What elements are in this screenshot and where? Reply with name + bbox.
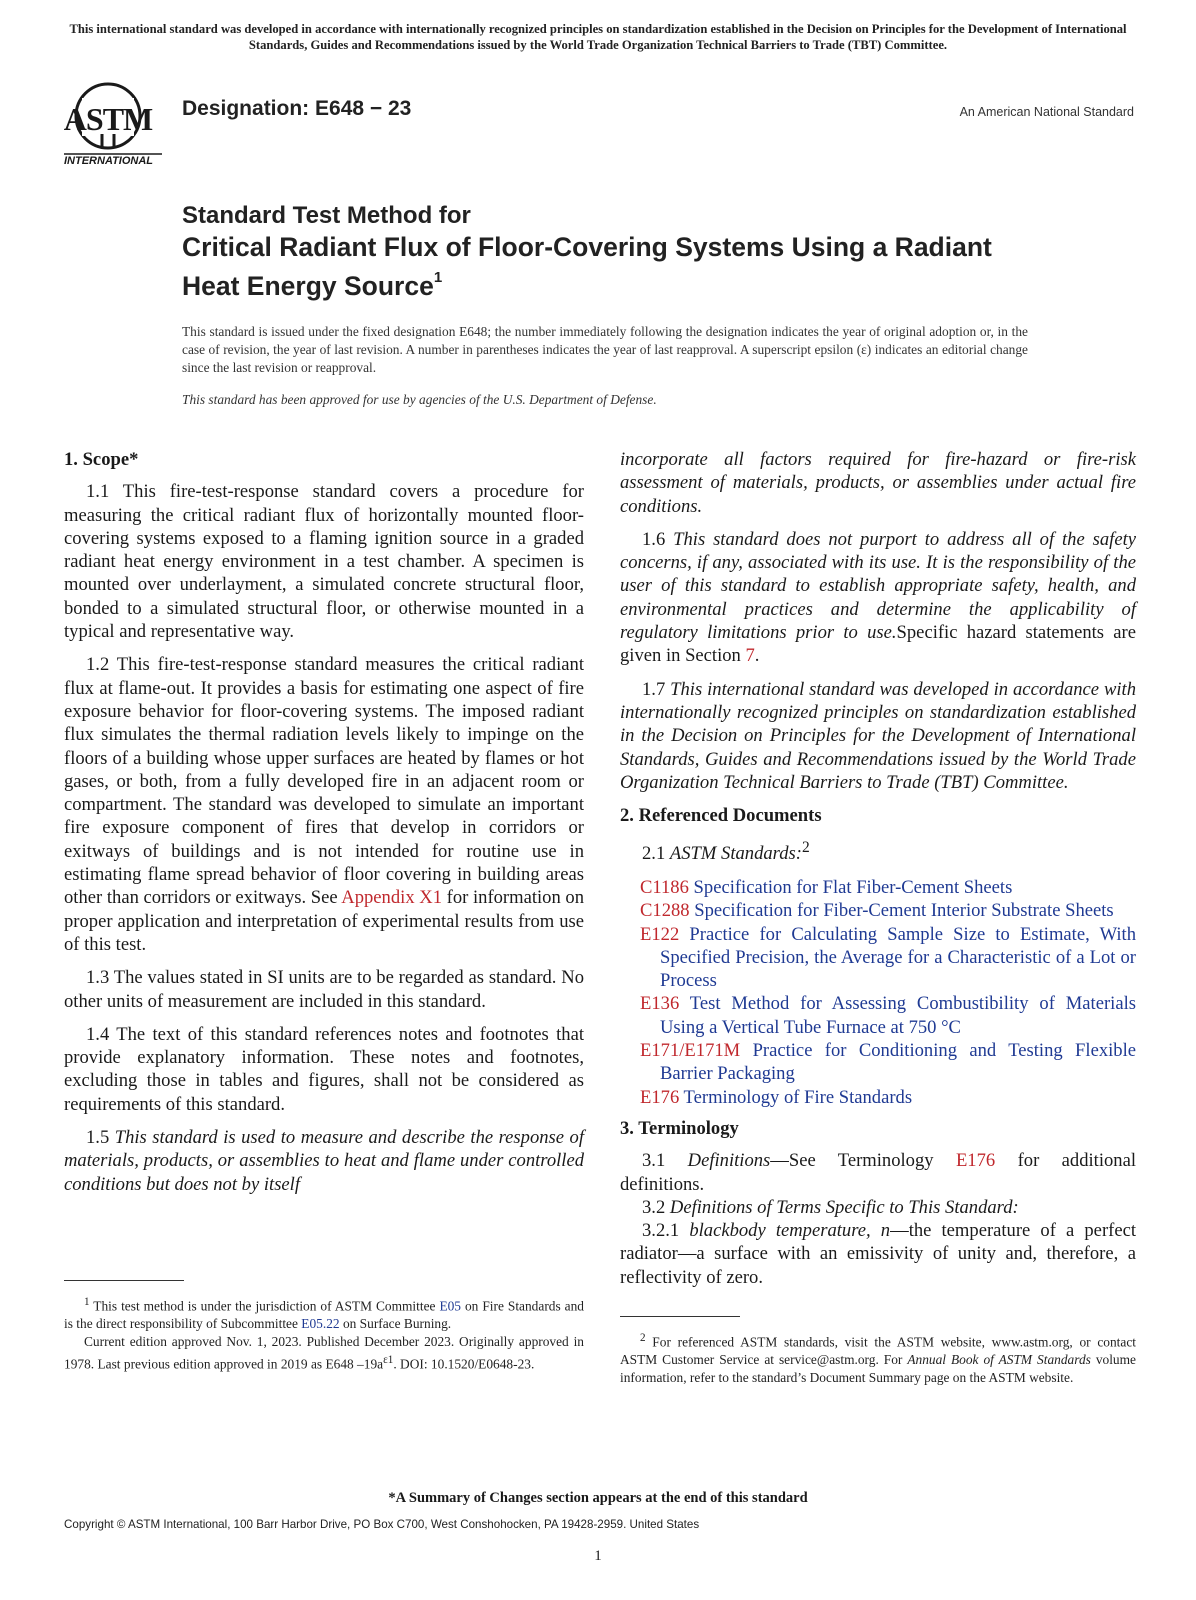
title-kicker: Standard Test Method for — [182, 202, 471, 229]
summary-of-changes-note: *A Summary of Changes section appears at the end of this standard — [388, 1490, 808, 1506]
para-3-1-number: 3.1 — [642, 1150, 688, 1172]
right-column — [620, 448, 1136, 1289]
para-1-6-end: . — [754, 645, 760, 667]
para-1-6-text: This standard does not purport to address all of the safety concerns, if any, associated with its use. It is the responsibility of the user of this standard to establish appropriate safety, health, and environmental practices and determine the applicability of regulatory limitations prior to use. — [620, 528, 1136, 644]
designation: Designation: E648 − 23 — [182, 97, 412, 120]
para-1-7 — [620, 678, 1136, 794]
para-1-6-hazard: Specific hazard statements are given in Section — [620, 622, 1136, 667]
ref-title-link[interactable]: Terminology of Fire Standards — [679, 1086, 913, 1108]
footnote-rule-right — [620, 1316, 740, 1317]
para-3-1-term: Definitions — [687, 1150, 771, 1172]
para-1-5-number: 1.5 — [86, 1127, 115, 1149]
referenced-documents-heading: 2. Referenced Documents — [620, 805, 822, 827]
page-number: 1 — [594, 1548, 602, 1564]
ref-title-link[interactable]: Specification for Fiber-Cement Interior Substrate Sheets — [689, 900, 1114, 922]
footnote-2-book: Annual Book of ASTM Standards — [907, 1352, 1091, 1368]
section-7-link[interactable]: 7 — [745, 645, 755, 667]
para-1-6 — [620, 528, 1136, 668]
para-3-2-1 — [620, 1219, 1136, 1289]
footnote-1-c: on Surface Burning. — [339, 1316, 452, 1332]
para-1-3: 1.3 The values stated in SI units are to be regarded as standard. No other units of measurement are included in this standard. — [64, 967, 584, 1012]
para-1-6-number: 1.6 — [642, 528, 674, 550]
title-footnote-mark: 1 — [433, 269, 443, 286]
appendix-x1-link[interactable]: Appendix X1 — [341, 887, 442, 909]
title-main — [182, 231, 1012, 303]
edition-text: Current edition approved Nov. 1, 2023. Published December 2023. Originally approved in 1978. Last previous edition approved in 2019 as E648 –19a — [64, 1334, 584, 1372]
ref-code-link[interactable]: E122 — [640, 923, 680, 945]
subheading-number: 2.1 — [642, 843, 670, 865]
footnote-2-a: For referenced ASTM standards, visit the ASTM website, www.astm.org, or contact ASTM Customer Service at service@astm.org. For — [620, 1334, 1136, 1368]
ref-item — [620, 899, 1136, 922]
ref-code-link[interactable]: E176 — [640, 1086, 680, 1108]
para-1-2-text: 1.2 This fire-test-response standard measures the critical radiant flux at flame-out. It provides a basis for estimating one aspect of fire exposure behavior for floor-covering systems. The imposed radiant flux simulates the thermal radiation levels likely to impinge on the floors of a building whose upper surfaces are heated by flames or hot gases, or both, from a fully developed fire in an adjacent room or compartment. The standard was developed to simulate an important fire exposure component of fires that develop in corridors or exitways of buildings and is not intended for routine use in estimating flame spread behavior of floor covering in building areas other than corridors or exitways. See — [64, 654, 584, 909]
astm-standards-subheading — [620, 836, 1136, 865]
ref-code-link[interactable]: E171/E171M — [640, 1040, 741, 1062]
para-3-2-1-text: —the temperature of a perfect radiator—a surface with an emissivity of unity and, therefore, a reflectivity of zero. — [620, 1220, 1136, 1288]
ref-code-link[interactable]: C1288 — [640, 900, 690, 922]
footnote-2 — [620, 1329, 1136, 1387]
footnote-1-a: This test method is under the jurisdiction of ASTM Committee — [89, 1298, 440, 1314]
para-1-7-number: 1.7 — [642, 678, 671, 700]
astm-logo — [64, 80, 168, 168]
ref-code-link[interactable]: C1186 — [640, 876, 689, 898]
subheading-text: ASTM Standards: — [669, 843, 802, 865]
ref-item — [620, 876, 1136, 899]
footnote-1 — [64, 1293, 584, 1374]
left-column — [64, 448, 584, 1196]
para-1-7-text: This international standard was developed in accordance with internationally recognized principles on standardization established in the Decision on Principles for the Development of International Standards, Guides and Recommendations issued by the World Trade Organization Technical Barriers to Trade (TBT) Committee. — [620, 678, 1137, 793]
para-3-1 — [620, 1149, 1136, 1196]
footnote-1-b: on Fire Standards and is the direct responsibility of Subcommittee — [64, 1298, 584, 1332]
e05-link[interactable]: E05 — [439, 1298, 462, 1314]
e176-link[interactable]: E176 — [955, 1150, 996, 1172]
dod-approval-note: This standard has been approved for use by agencies of the U.S. Department of Defense. — [182, 392, 657, 407]
scope-heading: 1. Scope* — [64, 449, 139, 470]
para-1-5-text: This standard is used to measure and describe the response of materials, products, or assemblies to heat and flame under controlled conditions but does not by itself — [64, 1127, 585, 1195]
para-3-2 — [620, 1196, 1136, 1219]
footnote-2-mark: 2 — [640, 1332, 646, 1344]
para-3-1-tail: for additional definitions. — [620, 1150, 1137, 1195]
footnote-2-mark: 2 — [801, 839, 810, 857]
footnote-2-text — [620, 1329, 1136, 1387]
edition-epsilon: ε1 — [383, 1354, 394, 1367]
para-3-2-text: Definitions of Terms Specific to This Standard: — [669, 1196, 1019, 1218]
title-main-text: Critical Radiant Flux of Floor-Covering Systems Using a Radiant Heat Energy Source — [182, 232, 992, 301]
e05-22-link[interactable]: E05.22 — [301, 1316, 340, 1332]
ref-item — [620, 1039, 1136, 1086]
ref-title-link[interactable]: Specification for Flat Fiber-Cement Sheets — [688, 876, 1013, 898]
referenced-documents-list — [620, 876, 1136, 1109]
footnote-1-text — [64, 1293, 584, 1333]
footnote-1-mark: 1 — [84, 1296, 90, 1308]
ref-title-link[interactable]: Practice for Calculating Sample Size to Estimate, With Specified Precision, the Average for a Characteristic of a Lot or Process — [660, 923, 1136, 992]
document-title — [182, 200, 1012, 303]
issuance-note: This standard is issued under the fixed designation E648; the number immediately following the designation indicates the year of original adoption or, in the case of revision, the year of last revision. A number in parentheses indicates the year of last reapproval. A superscript epsilon (ε) indicates an editorial change since the last revision or reapproval. — [182, 324, 1028, 375]
para-1-5 — [64, 1126, 584, 1196]
american-national-standard: An American National Standard — [959, 105, 1134, 119]
ref-item — [620, 992, 1136, 1039]
para-3-2-1-number: 3.2.1 — [642, 1220, 690, 1242]
ref-item — [620, 1086, 1136, 1109]
para-3-1-text: —See Terminology — [770, 1150, 956, 1172]
ref-title-link[interactable]: Practice for Conditioning and Testing Flexible Barrier Packaging — [660, 1040, 1136, 1085]
para-1-2 — [64, 653, 584, 956]
para-3-2-number: 3.2 — [642, 1196, 670, 1218]
copyright: Copyright © ASTM International, 100 Barr Harbor Drive, PO Box C700, West Conshohocken, PA 19428-2959. United States — [64, 1518, 700, 1531]
ref-code-link[interactable]: E136 — [640, 993, 680, 1015]
footnote-rule-left — [64, 1280, 184, 1281]
logo-subtitle: INTERNATIONAL — [64, 155, 154, 167]
footnote-1-edition — [64, 1333, 584, 1373]
edition-doi: . DOI: 10.1520/E0648-23. — [393, 1356, 535, 1372]
footnote-2-b: volume information, refer to the standard’s Document Summary page on the ASTM website. — [620, 1352, 1136, 1386]
terminology-heading: 3. Terminology — [620, 1117, 739, 1139]
para-1-4: 1.4 The text of this standard references notes and footnotes that provide explanatory information. These notes and footnotes, excluding those in tables and figures, shall not be considered as requirements of this standard. — [64, 1023, 584, 1115]
para-1-2-tail: for information on proper application and interpretation of experimental results from use of this test. — [64, 887, 585, 955]
para-3-2-1-term: blackbody temperature, n — [689, 1220, 891, 1242]
ref-item — [620, 923, 1136, 993]
para-1-1: 1.1 This fire-test-response standard covers a procedure for measuring the critical radiant flux of horizontally mounted floor-covering systems exposed to a flaming ignition source in a graded radiant heat energy environment in a test chamber. A specimen is mounted over underlayment, a simulated concrete structural floor, bonded to a simulated structural floor, or otherwise mounted in a typical and representative way. — [64, 481, 584, 643]
logo-text: ASTM — [64, 101, 153, 137]
top-notice: This international standard was developed in accordance with internationally recognized principles on standardization established in the Decision on Principles for the Development of International Standards, Guides and Recommendations issued by the World Trade Organization Technical Barriers to Trade (TBT) Committee. — [69, 22, 1127, 52]
ref-title-link[interactable]: Test Method for Assessing Combustibility of Materials Using a Vertical Tube Furnace at 750 °C — [660, 993, 1136, 1038]
para-1-5-continued: incorporate all factors required for fire-hazard or fire-risk assessment of materials, products, or assemblies under actual fire conditions. — [620, 449, 1136, 517]
